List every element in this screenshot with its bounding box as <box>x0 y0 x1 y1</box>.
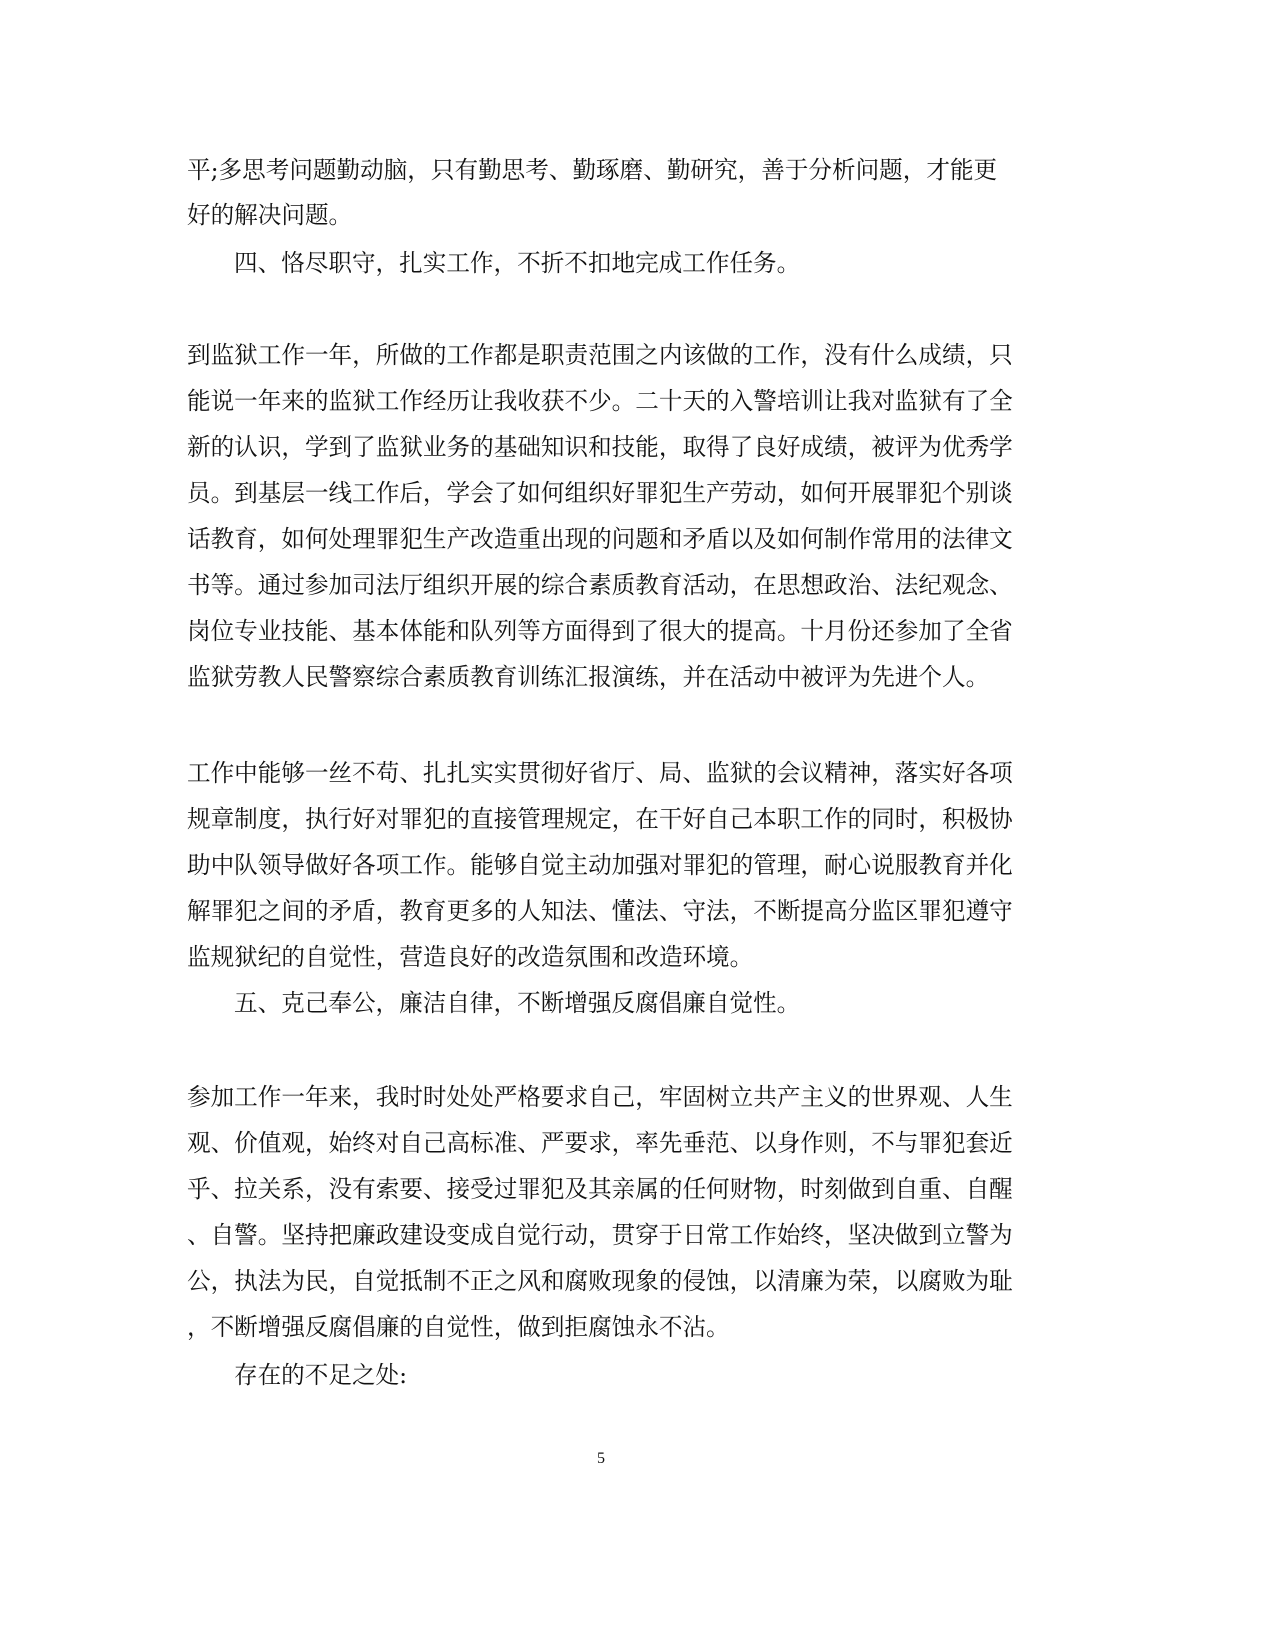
paragraph-0-line: 平;多思考问题勤动脑，只有勤思考、勤琢磨、勤研究，善于分析问题，才能更 <box>187 156 998 184</box>
paragraph-2-line: 话教育，如何处理罪犯生产改造重出现的问题和矛盾以及如何制作常用的法律文 <box>187 525 1013 553</box>
paragraph-5-line: 观、价值观，始终对自己高标准、严要求，率先垂范、以身作则，不与罪犯套近 <box>187 1129 1013 1157</box>
paragraph-2-line: 员。到基层一线工作后，学会了如何组织好罪犯生产劳动，如何开展罪犯个别谈 <box>187 479 1013 507</box>
paragraph-0-line: 好的解决问题。 <box>187 201 353 229</box>
paragraph-3-line: 解罪犯之间的矛盾，教育更多的人知法、懂法、守法，不断提高分监区罪犯遵守 <box>187 897 1013 925</box>
paragraph-4-line: 五、克己奉公，廉洁自律，不断增强反腐倡廉自觉性。 <box>234 989 801 1017</box>
paragraph-3-line: 监规狱纪的自觉性，营造良好的改造氛围和改造环境。 <box>187 943 754 971</box>
paragraph-6-line: 存在的不足之处: <box>234 1361 408 1389</box>
paragraph-1-line: 四、恪尽职守，扎实工作，不折不扣地完成工作任务。 <box>234 249 801 277</box>
paragraph-3-line: 规章制度，执行好对罪犯的直接管理规定，在干好自己本职工作的同时，积极协 <box>187 805 1013 833</box>
paragraph-3-line: 工作中能够一丝不苟、扎扎实实贯彻好省厅、局、监狱的会议精神，落实好各项 <box>187 759 1013 787</box>
paragraph-2-line: 能说一年来的监狱工作经历让我收获不少。二十天的入警培训让我对监狱有了全 <box>187 387 1013 415</box>
paragraph-5-line: ，不断增强反腐倡廉的自觉性，做到拒腐蚀永不沾。 <box>187 1313 730 1341</box>
paragraph-2-line: 新的认识，学到了监狱业务的基础知识和技能，取得了良好成绩，被评为优秀学 <box>187 433 1013 461</box>
page-number: 5 <box>597 1450 605 1467</box>
paragraph-5-line: 参加工作一年来，我时时处处严格要求自己，牢固树立共产主义的世界观、人生 <box>187 1083 1013 1111</box>
paragraph-3-line: 助中队领导做好各项工作。能够自觉主动加强对罪犯的管理，耐心说服教育并化 <box>187 851 1013 879</box>
paragraph-5-line: 乎、拉关系，没有索要、接受过罪犯及其亲属的任何财物，时刻做到自重、自醒 <box>187 1175 1013 1203</box>
paragraph-5-line: 、自警。坚持把廉政建设变成自觉行动，贯穿于日常工作始终，坚决做到立警为 <box>187 1221 1013 1249</box>
paragraph-5-line: 公，执法为民，自觉抵制不正之风和腐败现象的侵蚀，以清廉为荣，以腐败为耻 <box>187 1267 1013 1295</box>
paragraph-2-line: 到监狱工作一年，所做的工作都是职责范围之内该做的工作，没有什么成绩，只 <box>187 341 1013 369</box>
paragraph-2-line: 书等。通过参加司法厅组织开展的综合素质教育活动，在思想政治、法纪观念、 <box>187 571 1013 599</box>
paragraph-2-line: 岗位专业技能、基本体能和队列等方面得到了很大的提高。十月份还参加了全省 <box>187 617 1013 645</box>
paragraph-2-line: 监狱劳教人民警察综合素质教育训练汇报演练，并在活动中被评为先进个人。 <box>187 663 990 691</box>
